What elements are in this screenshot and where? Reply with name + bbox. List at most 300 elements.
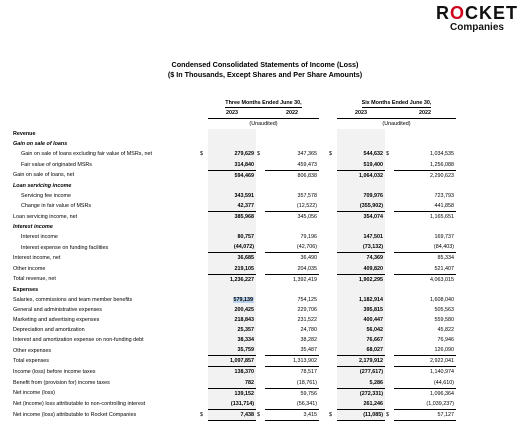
value-cell: 45,822 xyxy=(437,327,454,334)
dollar-sign xyxy=(385,191,394,201)
value-cell: 1,097,857 xyxy=(208,356,256,367)
dollar-sign xyxy=(256,399,265,410)
value-cell: 594,469 xyxy=(208,170,256,181)
dollar-sign xyxy=(385,242,394,253)
table-row xyxy=(11,315,456,325)
spacer-cell xyxy=(319,201,328,212)
value-cell: 521,407 xyxy=(394,264,456,275)
row-label: Gain on sale of loans excluding fair value of MSRs, net xyxy=(21,151,152,158)
row-label: Salaries, commissions and team member benefits xyxy=(13,296,133,303)
dollar-sign xyxy=(328,212,337,223)
dollar-sign xyxy=(199,345,208,356)
dollar-sign: $ xyxy=(257,411,260,418)
value-cell: (44,610) xyxy=(394,378,456,389)
year-header: 2022 xyxy=(419,110,431,117)
dollar-sign: $ xyxy=(257,151,260,158)
dollar-sign xyxy=(385,160,394,171)
value-cell xyxy=(337,139,385,149)
value-cell: 279,629 xyxy=(208,149,256,159)
value-cell: 57,127 xyxy=(394,409,456,420)
dollar-sign xyxy=(256,285,265,295)
table-row xyxy=(11,160,456,171)
spacer-cell xyxy=(319,285,328,295)
dollar-sign: $ xyxy=(386,151,389,158)
dollar-sign xyxy=(328,222,337,232)
dollar-sign xyxy=(256,181,265,191)
value-cell: 204,035 xyxy=(265,264,319,275)
table-row xyxy=(11,201,456,212)
row-label: Fair value of originated MSRs xyxy=(21,161,93,168)
dollar-sign xyxy=(385,129,394,139)
value-cell: 409,820 xyxy=(337,264,385,275)
dollar-sign xyxy=(385,367,394,378)
dollar-sign xyxy=(385,222,394,232)
dollar-sign xyxy=(328,201,337,212)
row-label: Revenue xyxy=(13,131,36,138)
row-label: Net income (loss) attributable to Rocket Companies xyxy=(13,411,137,418)
value-cell: 85,334 xyxy=(437,255,454,262)
dollar-sign xyxy=(385,345,394,356)
dollar-sign xyxy=(256,212,265,223)
dollar-sign xyxy=(256,129,265,139)
dollar-sign xyxy=(385,170,394,181)
spacer-cell xyxy=(319,295,328,305)
value-cell: 25,357 xyxy=(208,325,256,335)
spacer-cell xyxy=(319,181,328,191)
logo-o-letter: O xyxy=(450,3,466,23)
dollar-sign xyxy=(328,367,337,378)
spacer-cell xyxy=(319,170,328,181)
dollar-sign xyxy=(256,305,265,315)
dollar-sign xyxy=(385,378,394,389)
dollar-sign xyxy=(385,305,394,315)
logo-subtitle: Companies xyxy=(450,22,504,33)
value-cell: 709,976 xyxy=(337,191,385,201)
row-label: Marketing and advertising expenses xyxy=(13,316,100,323)
value-cell xyxy=(394,285,456,295)
dollar-sign xyxy=(199,305,208,315)
table-row xyxy=(11,181,456,191)
table-row xyxy=(11,409,456,420)
dollar-sign xyxy=(256,345,265,356)
value-cell: 5,286 xyxy=(337,378,385,389)
value-cell: 345,056 xyxy=(297,214,317,221)
three-months-header: Three Months Ended June 30, xyxy=(225,100,302,106)
dollar-sign xyxy=(199,335,208,345)
dollar-sign xyxy=(256,242,265,253)
dollar-sign xyxy=(256,170,265,181)
value-cell: 1,140,974 xyxy=(430,369,454,376)
row-label: Loan servicing income xyxy=(13,182,72,189)
dollar-sign: $ xyxy=(329,151,332,158)
dollar-sign xyxy=(256,295,265,305)
unaudited-label: (Unaudited) xyxy=(337,119,456,130)
dollar-sign xyxy=(256,201,265,212)
row-label: Loan servicing income, net xyxy=(13,213,78,220)
value-cell xyxy=(265,139,319,149)
dollar-sign xyxy=(199,264,208,275)
dollar-sign xyxy=(385,315,394,325)
dollar-sign xyxy=(199,222,208,232)
value-cell: (56,341) xyxy=(265,399,319,410)
row-label: Interest income, net xyxy=(13,255,61,262)
value-cell: 1,096,364 xyxy=(430,390,454,397)
value-cell xyxy=(337,222,385,232)
table-row xyxy=(11,399,456,410)
dollar-sign xyxy=(256,139,265,149)
dollar-sign xyxy=(256,356,265,367)
dollar-sign xyxy=(328,388,337,399)
table-row xyxy=(11,170,456,181)
spacer-cell xyxy=(319,305,328,315)
dollar-sign xyxy=(385,399,394,410)
value-cell: 74,369 xyxy=(337,253,385,264)
dollar-sign xyxy=(328,315,337,325)
table-row xyxy=(11,139,456,149)
value-cell: 441,858 xyxy=(394,201,456,212)
row-label: Expenses xyxy=(13,286,39,293)
value-cell xyxy=(265,181,319,191)
value-cell: 78,517 xyxy=(300,369,317,376)
dollar-sign xyxy=(328,181,337,191)
value-cell xyxy=(394,139,456,149)
value-cell: 3,415 xyxy=(265,409,319,420)
value-cell: 1,236,227 xyxy=(208,274,256,285)
dollar-sign xyxy=(328,345,337,356)
spacer-cell xyxy=(319,356,328,367)
dollar-sign xyxy=(385,181,394,191)
value-cell: 229,706 xyxy=(297,306,317,313)
value-cell: 200,425 xyxy=(208,305,256,315)
year-header: 2023 xyxy=(226,110,238,117)
table-row xyxy=(11,242,456,253)
value-cell: 806,838 xyxy=(297,172,317,179)
row-label: Income (loss) before income taxes xyxy=(13,369,96,376)
spacer-cell xyxy=(319,378,328,389)
dollar-sign xyxy=(385,212,394,223)
row-label: Servicing fee income xyxy=(21,192,72,199)
value-cell: (355,902) xyxy=(337,201,385,212)
logo-wordmark: ROCKET xyxy=(436,3,519,23)
value-cell xyxy=(337,129,385,139)
spacer-cell xyxy=(319,315,328,325)
value-cell: 1,256,088 xyxy=(394,160,456,171)
spacer-cell xyxy=(319,274,328,285)
value-cell: 138,370 xyxy=(208,367,256,378)
value-cell: 35,487 xyxy=(265,345,319,356)
spacer-cell xyxy=(319,367,328,378)
value-cell: 723,793 xyxy=(434,192,454,199)
dollar-sign xyxy=(199,160,208,171)
value-cell: 1,313,902 xyxy=(265,356,319,367)
dollar-sign xyxy=(385,274,394,285)
value-cell: 4,063,015 xyxy=(430,276,454,283)
row-label: Interest income xyxy=(21,234,58,241)
spacer-cell xyxy=(319,232,328,242)
unaudited-label: (Unaudited) xyxy=(208,119,319,130)
row-label: Other expenses xyxy=(13,347,52,354)
dollar-sign xyxy=(328,253,337,264)
dollar-sign: $ xyxy=(329,411,332,418)
spacer-cell xyxy=(319,409,328,420)
value-cell: 519,400 xyxy=(337,160,385,171)
table-row xyxy=(11,212,456,223)
value-cell: 59,756 xyxy=(300,390,317,397)
statement-title xyxy=(0,60,530,80)
table-row xyxy=(11,264,456,275)
value-cell: 314,840 xyxy=(208,160,256,171)
value-cell: 219,105 xyxy=(208,264,256,275)
value-cell xyxy=(208,285,256,295)
value-cell: 218,843 xyxy=(208,315,256,325)
value-cell: 68,027 xyxy=(337,345,385,356)
dollar-sign xyxy=(328,285,337,295)
year-header: 2023 xyxy=(355,110,367,117)
value-cell: 400,447 xyxy=(337,315,385,325)
value-cell: 357,578 xyxy=(297,192,317,199)
value-cell: 1,392,419 xyxy=(293,276,317,283)
row-label: Total revenue, net xyxy=(13,276,56,283)
dollar-sign xyxy=(385,232,394,242)
table-row xyxy=(11,345,456,356)
value-cell xyxy=(208,129,256,139)
table-row xyxy=(11,295,456,305)
dollar-sign xyxy=(256,367,265,378)
dollar-sign xyxy=(328,295,337,305)
value-cell: 79,196 xyxy=(300,234,317,241)
spacer-cell xyxy=(319,149,328,159)
value-cell: 385,968 xyxy=(208,212,256,223)
dollar-sign xyxy=(328,335,337,345)
spacer-cell xyxy=(319,264,328,275)
spacer-cell xyxy=(319,399,328,410)
table-row xyxy=(11,305,456,315)
dollar-sign: $ xyxy=(200,151,203,158)
value-cell: 544,632 xyxy=(337,149,385,159)
year-header-row xyxy=(11,108,456,119)
row-label: Interest expense on funding facilities xyxy=(21,244,109,251)
dollar-sign xyxy=(385,295,394,305)
value-cell xyxy=(208,295,256,305)
year-header: 2022 xyxy=(286,110,298,117)
six-months-header: Six Months Ended June 30, xyxy=(361,100,432,106)
dollar-sign xyxy=(199,378,208,389)
table-row xyxy=(11,129,456,139)
value-cell: 1,608,040 xyxy=(430,296,454,303)
value-cell: 1,034,535 xyxy=(430,151,454,158)
spacer-cell xyxy=(319,325,328,335)
row-label: Benefit from (provision for) income taxes xyxy=(13,379,110,386)
table-row xyxy=(11,325,456,335)
dollar-sign xyxy=(256,325,265,335)
value-cell: 169,737 xyxy=(434,234,454,241)
value-cell: 36,490 xyxy=(300,255,317,262)
dollar-sign xyxy=(256,232,265,242)
title-line-1: Condensed Consolidated Statements of Income (Loss) xyxy=(171,60,359,69)
dollar-sign: $ xyxy=(386,411,389,418)
row-label: Change in fair value of MSRs xyxy=(21,203,92,210)
value-cell: 1,902,295 xyxy=(337,274,385,285)
value-cell: (12,522) xyxy=(265,201,319,212)
value-cell: (277,617) xyxy=(337,367,385,378)
row-label: General and administrative expenses xyxy=(13,306,102,313)
dollar-sign xyxy=(385,253,394,264)
spacer-cell xyxy=(319,191,328,201)
title-line-2: ($ In Thousands, Except Shares and Per Share Amounts) xyxy=(167,70,363,79)
table-row xyxy=(11,274,456,285)
dollar-sign xyxy=(328,129,337,139)
value-cell: 38,334 xyxy=(208,335,256,345)
table-row xyxy=(11,285,456,295)
value-cell: 395,815 xyxy=(337,305,385,315)
value-cell: 7,438 xyxy=(208,409,256,420)
value-cell: 505,563 xyxy=(434,306,454,313)
dollar-sign xyxy=(199,388,208,399)
value-cell: 2,290,623 xyxy=(430,172,454,179)
unaudited-row xyxy=(11,119,456,130)
spacer-cell xyxy=(319,160,328,171)
dollar-sign xyxy=(199,274,208,285)
value-cell: 354,074 xyxy=(337,212,385,223)
spacer-cell xyxy=(319,335,328,345)
row-label: Net income (loss) xyxy=(13,390,55,397)
spacer-cell xyxy=(319,222,328,232)
value-cell: 126,090 xyxy=(394,345,456,356)
value-cell: (42,706) xyxy=(265,242,319,253)
row-label: Interest and amortization expense on non-funding debt xyxy=(13,337,144,344)
value-cell: 1,064,032 xyxy=(337,170,385,181)
dollar-sign xyxy=(199,325,208,335)
dollar-sign xyxy=(199,201,208,212)
value-cell: (11,085) xyxy=(337,409,385,420)
table-row xyxy=(11,356,456,367)
dollar-sign xyxy=(199,129,208,139)
dollar-sign xyxy=(256,378,265,389)
value-cell: 261,246 xyxy=(337,399,385,410)
value-cell: (131,714) xyxy=(208,399,256,410)
spacer-cell xyxy=(319,139,328,149)
table-row xyxy=(11,253,456,264)
table-row xyxy=(11,232,456,242)
dollar-sign xyxy=(328,191,337,201)
table-row xyxy=(11,367,456,378)
spacer-cell xyxy=(319,129,328,139)
value-cell xyxy=(337,285,385,295)
value-cell: 782 xyxy=(208,378,256,389)
dollar-sign xyxy=(328,232,337,242)
dollar-sign xyxy=(328,356,337,367)
value-cell: (84,403) xyxy=(394,242,456,253)
value-cell xyxy=(394,129,456,139)
dollar-sign xyxy=(328,139,337,149)
dollar-sign xyxy=(199,181,208,191)
row-label: Gain on sale of loans xyxy=(13,141,68,148)
value-cell: 76,946 xyxy=(437,337,454,344)
value-cell: 139,152 xyxy=(208,388,256,399)
dollar-sign xyxy=(199,285,208,295)
dollar-sign xyxy=(199,253,208,264)
value-cell: 80,757 xyxy=(208,232,256,242)
dollar-sign xyxy=(256,253,265,264)
table-row xyxy=(11,378,456,389)
dollar-sign xyxy=(199,295,208,305)
value-cell: 2,179,912 xyxy=(337,356,385,367)
value-cell: 38,282 xyxy=(300,337,317,344)
dollar-sign xyxy=(256,315,265,325)
table-row xyxy=(11,335,456,345)
dollar-sign xyxy=(385,388,394,399)
row-label: Total expenses xyxy=(13,358,49,365)
spacer-cell xyxy=(319,212,328,223)
dollar-sign xyxy=(328,274,337,285)
spacer-cell xyxy=(319,242,328,253)
value-cell: 2,922,041 xyxy=(394,356,456,367)
dollar-sign xyxy=(328,160,337,171)
dollar-sign xyxy=(199,399,208,410)
value-cell: 56,042 xyxy=(337,325,385,335)
row-label: Net (income) loss attributable to non-controlling interest xyxy=(13,400,146,407)
value-cell: (1,039,237) xyxy=(394,399,456,410)
spacer-cell xyxy=(319,345,328,356)
dollar-sign xyxy=(199,139,208,149)
income-statement-table xyxy=(11,98,456,421)
dollar-sign xyxy=(256,335,265,345)
table-row xyxy=(11,149,456,159)
dollar-sign xyxy=(385,264,394,275)
value-cell xyxy=(265,285,319,295)
value-cell xyxy=(337,181,385,191)
dollar-sign xyxy=(199,367,208,378)
row-label: Other income xyxy=(13,265,46,272)
rocket-companies-logo xyxy=(436,3,518,33)
value-cell: 1,182,914 xyxy=(337,295,385,305)
dollar-sign xyxy=(256,160,265,171)
dollar-sign xyxy=(199,170,208,181)
value-cell: (44,072) xyxy=(208,242,256,253)
spacer-cell xyxy=(319,253,328,264)
dollar-sign xyxy=(328,305,337,315)
value-cell: 76,667 xyxy=(337,335,385,345)
value-cell: 343,591 xyxy=(208,191,256,201)
value-cell xyxy=(208,222,256,232)
value-cell: (18,761) xyxy=(265,378,319,389)
dollar-sign xyxy=(385,285,394,295)
value-cell: 147,501 xyxy=(337,232,385,242)
value-cell: 559,580 xyxy=(434,316,454,323)
value-cell: 42,377 xyxy=(208,201,256,212)
value-cell: (272,331) xyxy=(337,388,385,399)
value-cell: 231,522 xyxy=(297,316,317,323)
row-label: Depreciation and amortization xyxy=(13,327,85,334)
dollar-sign xyxy=(328,264,337,275)
dollar-sign xyxy=(199,315,208,325)
value-cell: 459,473 xyxy=(265,160,319,171)
dollar-sign xyxy=(385,325,394,335)
dollar-sign xyxy=(256,274,265,285)
value-cell xyxy=(265,222,319,232)
value-cell xyxy=(265,129,319,139)
dollar-sign xyxy=(385,356,394,367)
value-cell: 36,685 xyxy=(208,253,256,264)
value-cell: 347,365 xyxy=(297,151,317,158)
dollar-sign xyxy=(328,378,337,389)
table-row xyxy=(11,222,456,232)
dollar-sign xyxy=(199,191,208,201)
value-cell: 754,125 xyxy=(297,296,317,303)
dollar-sign: $ xyxy=(200,411,203,418)
table-row xyxy=(11,191,456,201)
value-cell xyxy=(394,222,456,232)
